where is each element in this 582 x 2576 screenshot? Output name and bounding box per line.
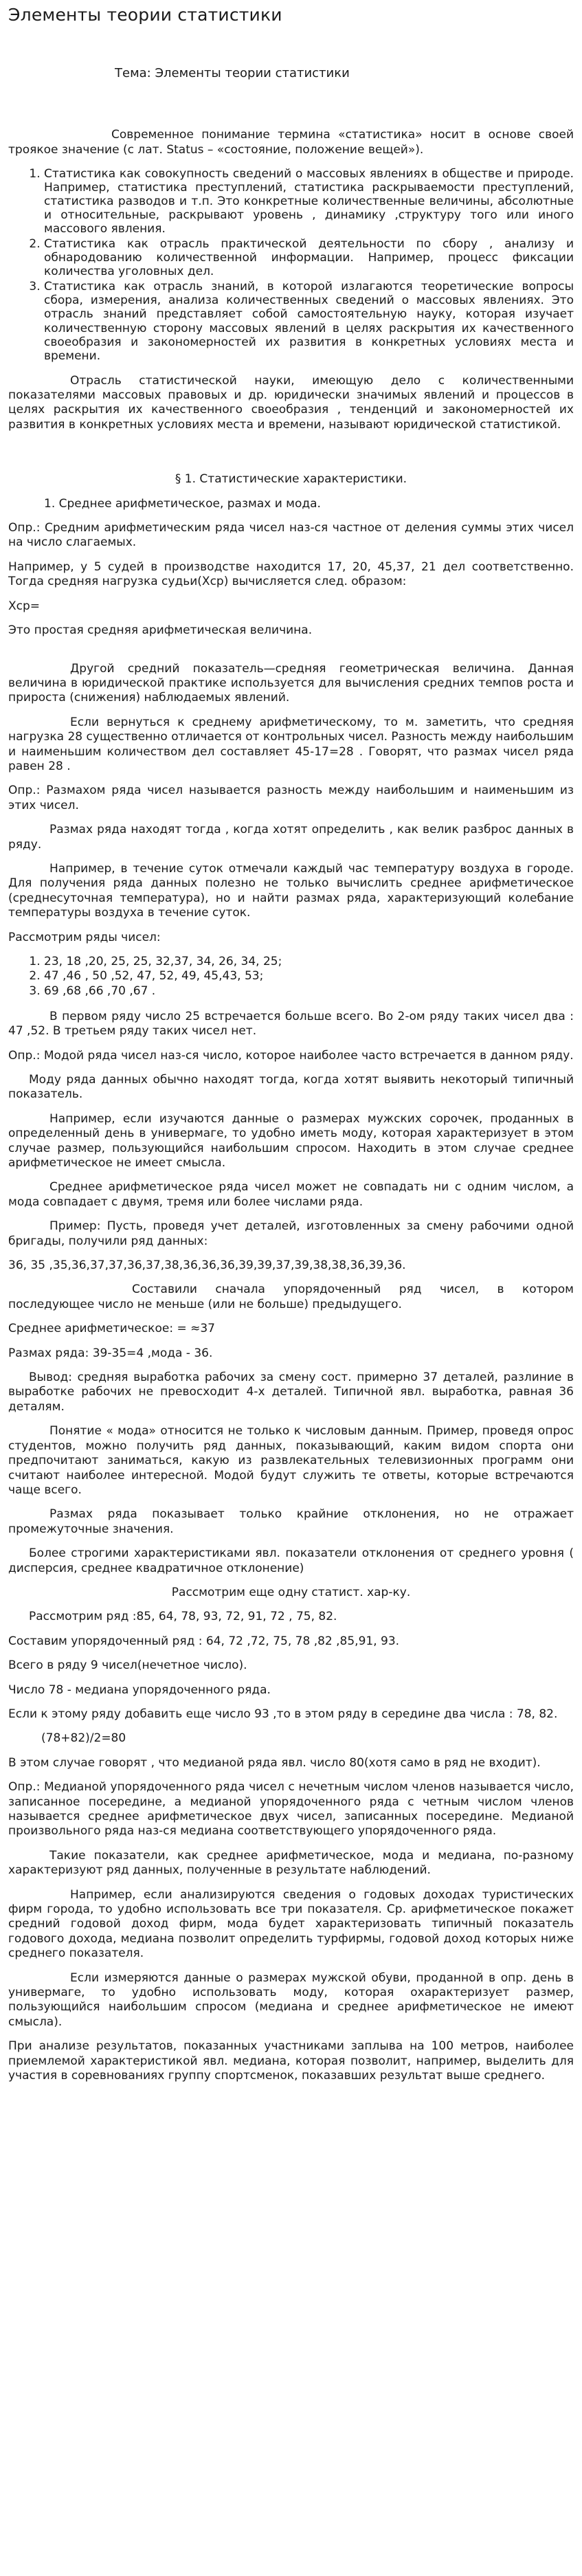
details-example: Пример: Пусть, проведя учет деталей, изготовленных за смену рабочими одной бригады, получили ряд данных:: [8, 1219, 574, 1248]
ordered-row: Составим упорядоченный ряд : 64, 72 ,72, 75, 78 ,82 ,85,91, 93.: [8, 1634, 400, 1648]
total-nine: Всего в ряду 9 чисел(нечетное число).: [8, 1658, 247, 1673]
section-title: § 1. Статистические характеристики.: [175, 472, 407, 487]
swim-example: При анализе результатов, показанных участниками заплыва на 100 метров, наиболее приемлемой характеристикой явл. медиана, которая позволит, например, выделить для участия в соревнованиях группу спортсменок, показавших результат выше среднего.: [8, 2039, 574, 2083]
range-definition: Опр.: Размахом ряда чисел называется разность между наибольшим и наименьшим из этих чисел.: [8, 784, 574, 812]
judges-example: Например, у 5 судей в производстве находится 17, 20, 45,37, 21 дел соответственно. Тогда средняя нагрузка судьи(Хср) вычисляется след. образом:: [8, 559, 574, 589]
series-item: 3. 69 ,68 ,66 ,70 ,67 .: [44, 984, 574, 999]
xcp-formula: Хср=: [8, 599, 41, 613]
legal-statistics-paragraph: Отрасль статистической науки, имеющую дело с количественными показателями массовых правовых и др. юридически значимых явлений и процессов в целях раскрытия их качественного своеобразия , тенденций и закономерностей их развития в конкретных условиях места и времени, называют юридической статистикой.: [8, 373, 574, 432]
range-result: Размах ряда: 39-35=4 ,мода - 36.: [8, 1346, 213, 1360]
tourism-example: Например, если анализируются сведения о годовых доходах туристических фирм города, то удобно использовать все три показателя. Ср. арифметическое покажет средний годовой доход фирм, мода будет характеризовать типичный показатель годового дохода, медиана позволит определить турфирмы, годовой доход которых ниже среднего показателя.: [8, 1887, 574, 1961]
back-to-mean-paragraph: Если вернуться к среднему арифметическому, то м. заметить, что средняя нагрузка 28 существенно отличается от контрольных чисел. Разность между наибольшим и наименьшим количеством дел составляет 45-17=28 . Говорят, что размах чисел ряда равен 28 .: [8, 715, 574, 773]
median-78: Число 78 - медиана упорядоченного ряда.: [8, 1683, 271, 1697]
fashion-concept-paragraph: Понятие « мода» относится не только к числовым данным. Пример, проведя опрос студентов, можно получить ряд данных, показывающий, каким видом спорта они предпочитают заниматься, какую из развлекательных телевизионных программ они считают наиболее интересной. Модой будут служить те ответы, которые встречаются чаще всего.: [8, 1424, 574, 1497]
details-data: 36, 35 ,35,36,37,37,36,37,38,36,36,36,39,39,37,39,38,38,36,39,36.: [8, 1258, 406, 1273]
median-definition: Опр.: Медианой упорядоченного ряда чисел с нечетным числом членов называется число, записанное посередине, а медианой упорядоченного ряда с четным числом членов называется среднее арифметическое двух чисел, записанных посередине. Медианой произвольного ряда наз-ся медиана соответствующего упорядоченного ряда.: [8, 1780, 574, 1839]
median-heading: Рассмотрим еще одну статист. хар-ку.: [171, 1585, 411, 1599]
mode-definition: Опр.: Модой ряда чисел наз-ся число, которое наиболее часто встречается в данном ряду.: [8, 1048, 574, 1063]
consider-row: Рассмотрим ряд :85, 64, 78, 93, 72, 91, 72 , 75, 82.: [29, 1610, 337, 1624]
add-93: Если к этому ряду добавить еще число 93 ,то в этом ряду в середине два числа : 78, 82.: [8, 1707, 558, 1721]
range-shows-paragraph: Размах ряда показывает только крайние отклонения, но не отражает промежуточные значения.: [8, 1507, 574, 1536]
median-80: В этом случае говорят , что медианой ряда явл. число 80(хотя само в ряд не входит).: [8, 1755, 541, 1770]
mean-vs-mode: Среднее арифметическое ряда чисел может не совпадать ни с одним числом, а мода совпадает с двумя, тремя или более числами ряда.: [8, 1180, 574, 1209]
definition-item: 3. Статистика как отрасль знаний, в которой излагаются теоретические вопросы сбора, измерения, анализа количественных сведений о массовых явлениях. Это отрасль знаний представляет собой самостоятельную науку, которая изучает количественную сторону массовых явлений в целях раскрытия их качественного своеобразия и закономерностей их развития в конкретных условиях места и времени.: [44, 280, 574, 362]
first-row-paragraph: В первом ряду число 25 встречается больше всего. Во 2-ом ряду таких чисел два : 47 ,52. В третьем ряду таких чисел нет.: [8, 1009, 574, 1039]
series-item: 2. 47 ,46 , 50 ,52, 47, 52, 49, 45,43, 53;: [44, 969, 574, 984]
conclusion-paragraph: Вывод: средняя выработка рабочих за смену сост. примерно 37 деталей, разлиние в выработке рабочих не превосходит 4-х деталей. Типичной явл. выработка, равная 36 деталям.: [8, 1370, 574, 1414]
series-list: [8, 955, 574, 999]
mean-definition: Опр.: Средним арифметическим ряда чисел наз-ся частное от деления суммы этих чисел на число слагаемых.: [8, 521, 574, 550]
series-item: 1. 23, 18 ,20, 25, 25, 32,37, 34, 26, 34, 25;: [44, 955, 574, 969]
stricter-characteristics: Более строгими характеристиками явл. показатели отклонения от среднего уровня ( дисперсия, среднее квадратичное отклонение): [8, 1546, 574, 1575]
mode-usage: Моду ряда данных обычно находят тогда, когда хотят выявить некоторый типичный показатель.: [8, 1072, 574, 1102]
shoes-example: Если измеряются данные о размерах мужской обуви, проданной в опр. день в универмаге, то удобно использовать моду, которая охарактеризует размер, пользующийся наибольшим спросом (медиана и среднее арифметическое не имеют смысла).: [8, 1970, 574, 2029]
consider-series: Рассмотрим ряды чисел:: [8, 930, 161, 944]
subsection-title: 1. Среднее арифметическое, размах и мода.: [44, 496, 321, 511]
definitions-list: [8, 167, 574, 363]
temperature-example: Например, в течение суток отмечали каждый час температуру воздуха в городе. Для получения ряда данных полезно не только вычислить среднее арифметическое (среднесуточная температура), но и найти размах ряда, характеризующий колебание температуры воздуха в течение суток.: [8, 861, 574, 920]
intro-paragraph: Современное понимание термина «статистика» носит в основе своей трoякое значение (с лат. Status – «состояние, положение вещей»).: [8, 128, 574, 157]
compose-ordered: Составили сначала упорядоченный ряд чисел, в котором последующее число не меньше (или не больше) предыдущего.: [8, 1283, 574, 1311]
definition-item: 1. Статистика как совокупность сведений о массовых явлениях в обществе и природе. Например, статистика преступлений, статистика раскрываемости преступлений, статистика разводов и т.п. Это конкретные количественные величины, абсолютные и относительные, раскрывают уровень , динамику ,структуру того или иного массового явления.: [44, 167, 574, 236]
range-usage: Размах ряда находят тогда , когда хотят определить , как велик разброс данных в ряду.: [8, 823, 574, 852]
shirts-example: Например, если изучаются данные о размерах мужских сорочек, проданных в определенный день в универмаге, то удобно иметь моду, которая характеризует в этом случае размер, пользующийся наибольшим спросом. Находить в этом случае среднее арифметическое не имеет смысла.: [8, 1111, 574, 1170]
site-title: Элементы теории статистики: [8, 5, 282, 25]
average-result: Среднее арифметическое: = ≈37: [8, 1322, 215, 1336]
simple-mean-note: Это простая средняя арифметическая величина.: [8, 623, 313, 638]
indicators-paragraph: Такие показатели, как среднее арифметическое, мода и медиана, по-разному характеризуют ряд данных, полученные в результате наблюдений.: [8, 1848, 574, 1878]
definition-item: 2. Статистика как отрасль практической деятельности по сбору , анализу и обнародованию количественной информации. Например, процесс фиксации количества уголовных дел.: [44, 237, 574, 278]
geometric-mean-paragraph: Другой средний показатель—средняя геометрическая величина. Данная величина в юридической практике используется для вычисления средних темпов роста и прироста (снижения) наблюдаемых явлений.: [8, 661, 574, 705]
subject-line: Тема: Элементы теории статистики: [115, 65, 350, 80]
median-formula: (78+82)/2=80: [41, 1731, 126, 1746]
